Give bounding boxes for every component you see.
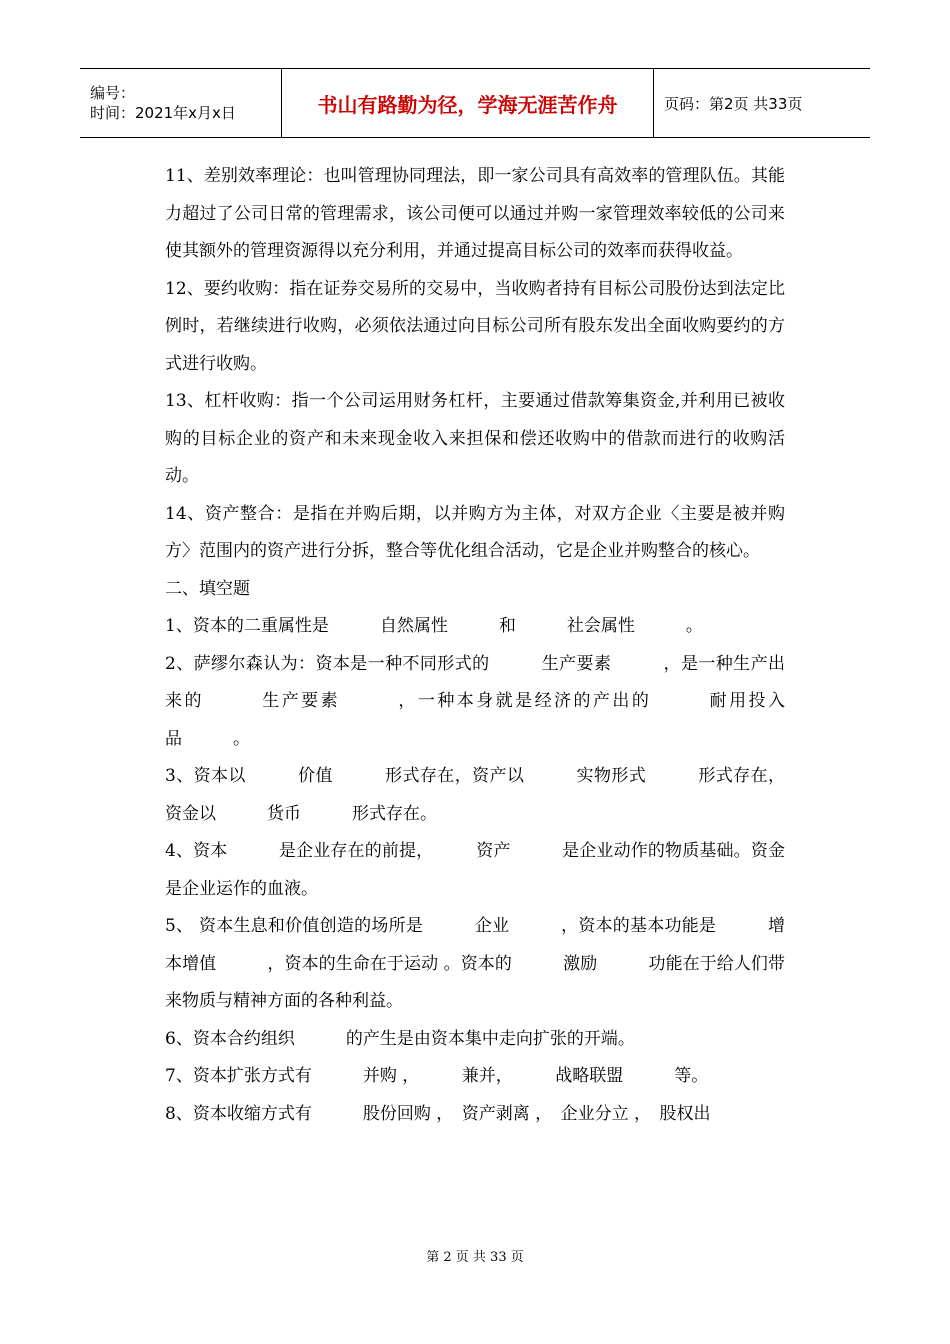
fill-in-question-2: 2、萨缪尔森认为：资本是一种不同形式的 生产要素 ，是一种生产出来的 生产要素 ，一种本身就是经济的产出的 耐用投入品 。 — [165, 653, 785, 749]
fill-in-question-3: 3、资本以 价值 形式存在，资产以 实物形式 形式存在，资金以 货币 形式存在。 — [165, 766, 785, 824]
section-heading-fill-in: 二、填空题 — [165, 578, 250, 599]
footer-page-number: 第 2 页 共 33 页 — [426, 1250, 524, 1265]
paragraph-item-12: 12、要约收购：指在证券交易所的交易中，当收购者持有目标公司股份达到法定比例时，若继续进行收购，必须依法通过向目标公司所有股东发出全面收购要约的方式进行收购。 — [165, 278, 785, 374]
header-meta — [80, 69, 282, 137]
paragraph-item-11: 11、差别效率理论：也叫管理协同理法，即一家公司具有高效率的管理队伍。其能力超过了公司日常的管理需求，该公司便可以通过并购一家管理效率较低的公司来使其额外的管理资源得以充分利用，并通过提高目标公司的效率而获得收益。 — [165, 166, 785, 261]
fill-in-question-8: 8、资本收缩方式有 股份回购 ， 资产剥离 ， 企业分立 ， 股权出 — [165, 1103, 711, 1124]
page-header — [80, 68, 870, 138]
header-motto-text: 书山有路勤为径，学海无涯苦作舟 — [317, 92, 618, 117]
fill-in-question-5: 5、 资本生息和价值创造的场所是 企业 ，资本的基本功能是 增本增值 ，资本的生命在于运动 。资本的 激励 功能在于给人们带来物质与精神方面的各种利益。 — [165, 916, 785, 1011]
page-footer — [0, 1246, 950, 1265]
fill-in-question-4: 4、资本 是企业存在的前提， 资产 是企业动作的物质基础。资金 是企业运作的血液。 — [165, 841, 785, 899]
header-page-info — [654, 69, 870, 137]
paragraph-item-13: 13、杠杆收购：指一个公司运用财务杠杆，主要通过借款筹集资金,并利用已被收购的目标企业的资产和未来现金收入来担保和偿还收购中的借款而进行的收购活动。 — [165, 391, 785, 486]
header-page-info-text: 页码：第2页 共33页 — [664, 94, 803, 113]
fill-in-question-1: 1、资本的二重属性是 自然属性 和 社会属性 。 — [165, 616, 703, 636]
header-number-label: 编号： — [90, 84, 136, 102]
header-date-label: 时间：2021年x月x日 — [90, 104, 236, 122]
paragraph-item-14: 14、资产整合：是指在并购后期，以并购方为主体，对双方企业〈主要是被并购方〉范围内的资产进行分拆，整合等优化组合活动，它是企业并购整合的核心。 — [165, 503, 785, 561]
fill-in-question-7: 7、资本扩张方式有 并购 ， 兼并， 战略联盟 等。 — [165, 1066, 709, 1086]
fill-in-question-6: 6、资本合约组织 的产生是由资本集中走向扩张的开端。 — [165, 1028, 635, 1049]
document-body — [165, 158, 785, 1133]
header-motto — [282, 69, 654, 137]
